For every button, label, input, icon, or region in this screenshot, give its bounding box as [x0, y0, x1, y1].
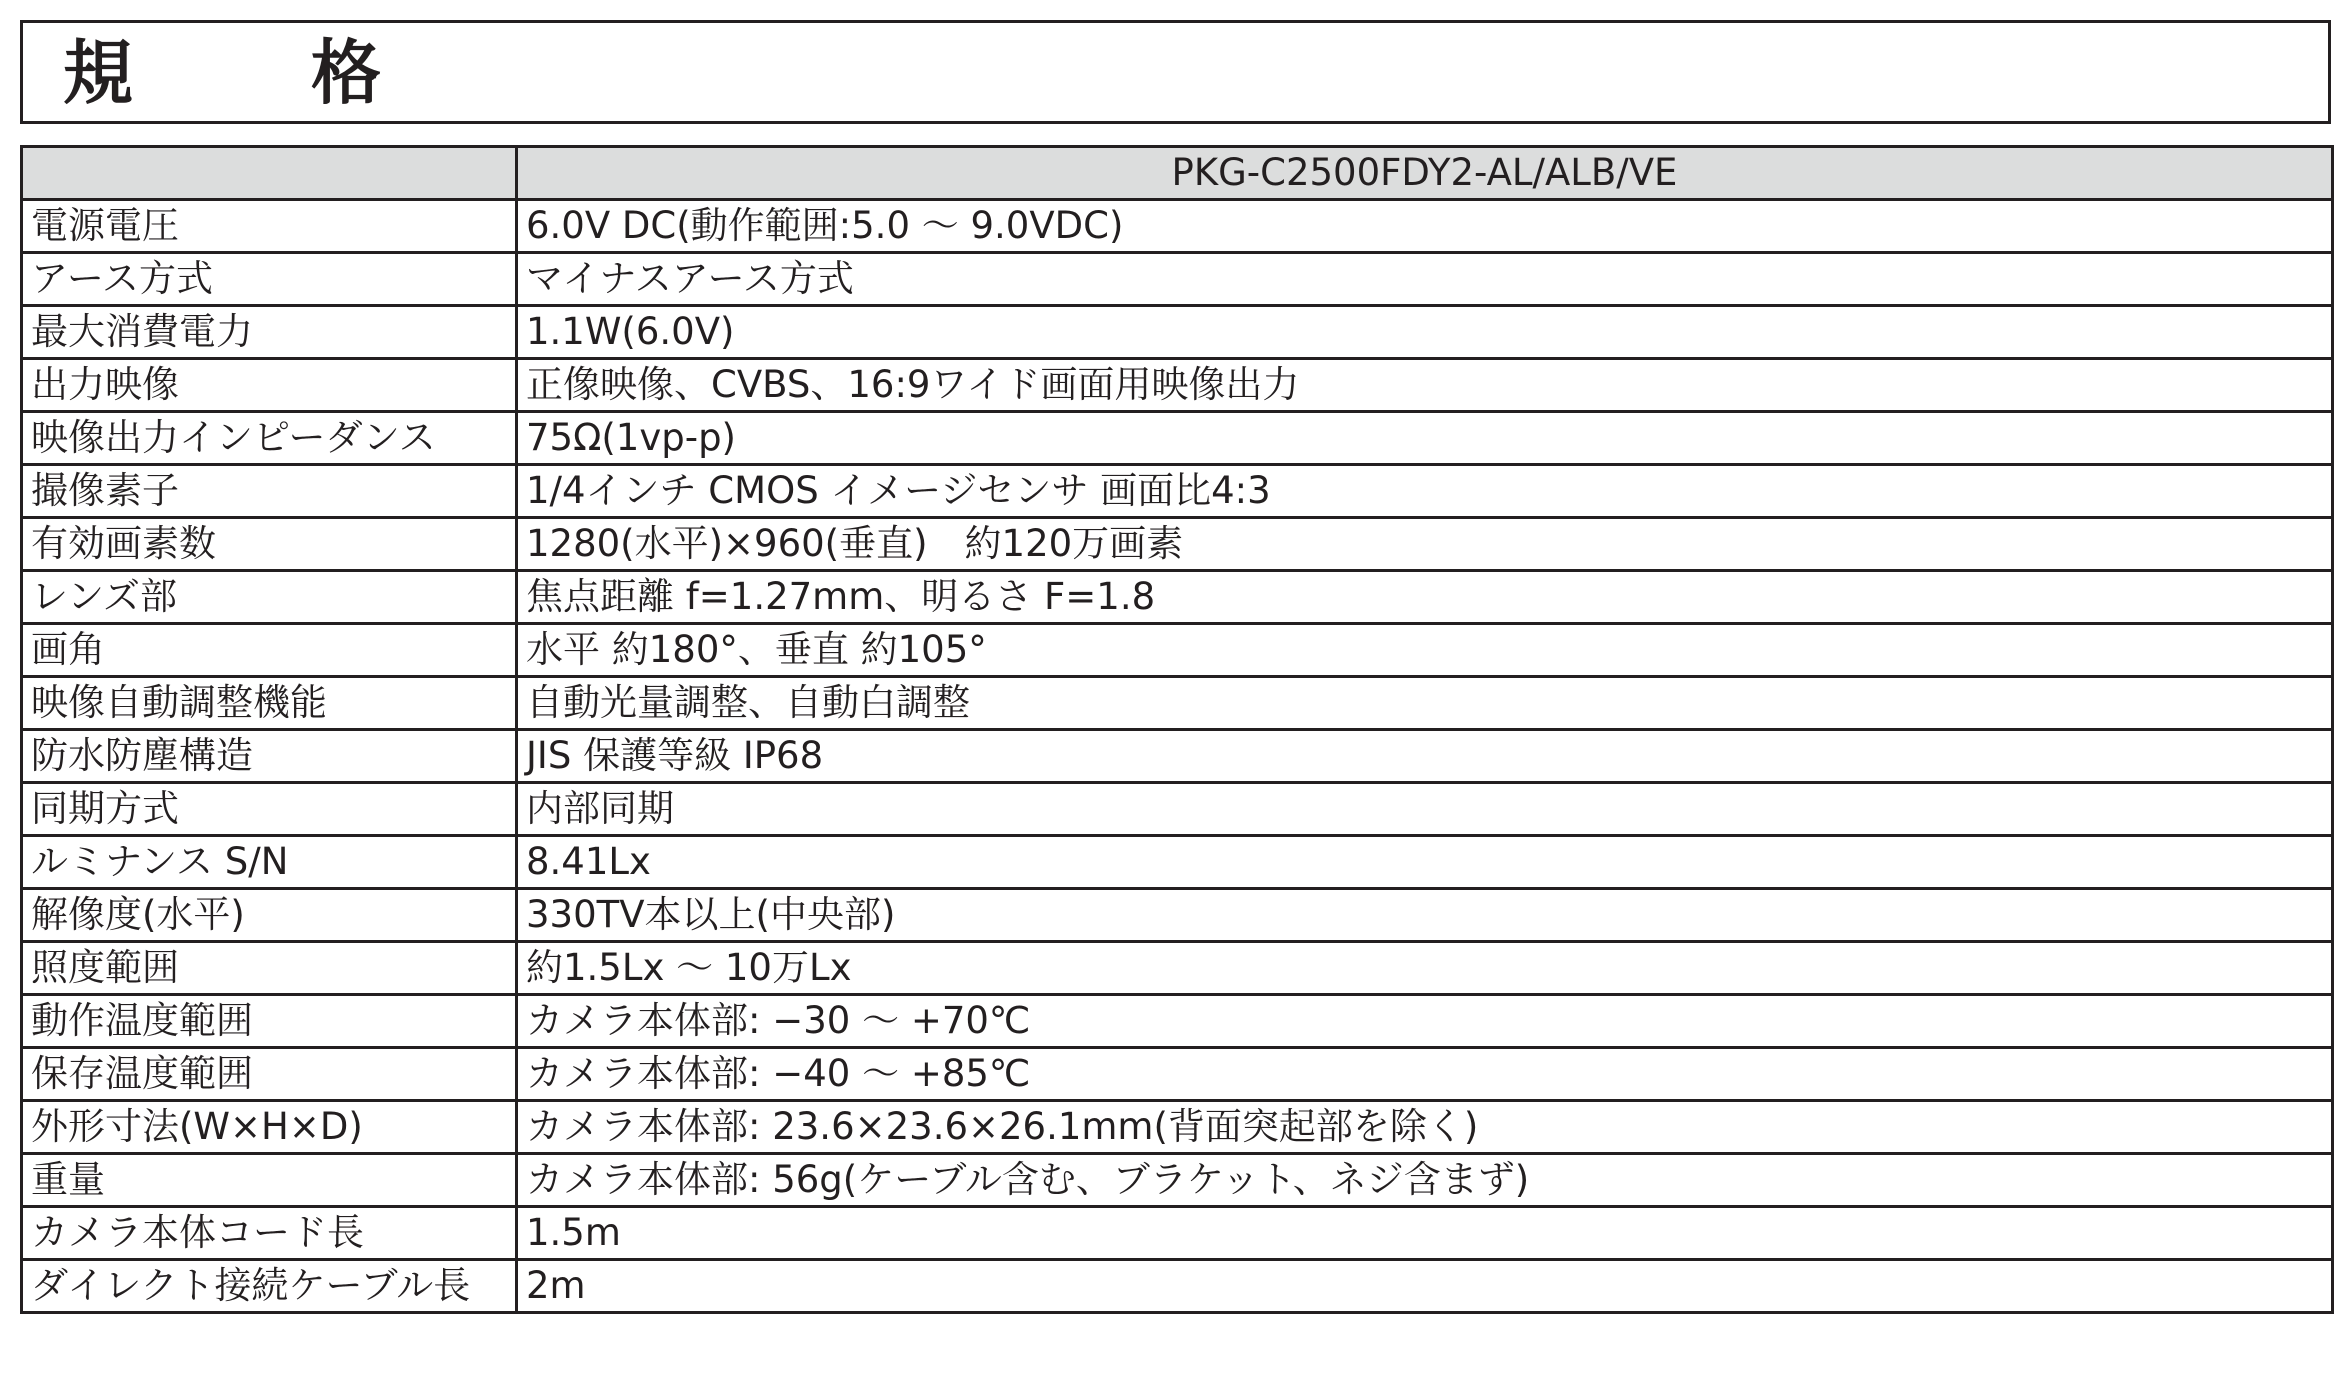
spec-label: 撮像素子: [22, 465, 517, 518]
spec-label: 重量: [22, 1154, 517, 1207]
spec-label: 保存温度範囲: [22, 1048, 517, 1101]
table-row: [22, 359, 2333, 412]
spec-value: 1.1W(6.0V): [517, 306, 2333, 359]
spec-value: JIS 保護等級 IP68: [517, 730, 2333, 783]
spec-value: カメラ本体部: −30 〜 +70℃: [517, 995, 2333, 1048]
spec-value: カメラ本体部: 56g(ケーブル含む、ブラケット、ネジ含まず): [517, 1154, 2333, 1207]
table-row: [22, 1260, 2333, 1313]
table-row: [22, 783, 2333, 836]
spec-label: 照度範囲: [22, 942, 517, 995]
spec-value: 1.5m: [517, 1207, 2333, 1260]
table-row: [22, 306, 2333, 359]
spec-value: 約1.5Lx 〜 10万Lx: [517, 942, 2333, 995]
spec-label: アース方式: [22, 253, 517, 306]
spec-value: 焦点距離 f=1.27mm、明るさ F=1.8: [517, 571, 2333, 624]
spec-value: マイナスアース方式: [517, 253, 2333, 306]
spec-label: 映像出力インピーダンス: [22, 412, 517, 465]
spec-label: 動作温度範囲: [22, 995, 517, 1048]
spec-label: 最大消費電力: [22, 306, 517, 359]
spec-table: [20, 145, 2334, 1314]
spec-value: 330TV本以上(中央部): [517, 889, 2333, 942]
spec-label: 解像度(水平): [22, 889, 517, 942]
table-row: [22, 942, 2333, 995]
table-row: [22, 518, 2333, 571]
table-row: [22, 1048, 2333, 1101]
spec-value: 2m: [517, 1260, 2333, 1313]
table-row: [22, 995, 2333, 1048]
spec-label: 有効画素数: [22, 518, 517, 571]
spec-label: ルミナンス S/N: [22, 836, 517, 889]
table-row: [22, 465, 2333, 518]
table-row: [22, 1207, 2333, 1260]
table-row: [22, 1154, 2333, 1207]
model-name: PKG-C2500FDY2-AL/ALB/VE: [517, 147, 2333, 200]
table-row: [22, 412, 2333, 465]
table-row: [22, 200, 2333, 253]
section-title: 規 格: [63, 32, 435, 114]
spec-value: 1/4インチ CMOS イメージセンサ 画面比4:3: [517, 465, 2333, 518]
spec-value: カメラ本体部: 23.6×23.6×26.1mm(背面突起部を除く): [517, 1101, 2333, 1154]
table-row: [22, 571, 2333, 624]
spec-label: レンズ部: [22, 571, 517, 624]
spec-value: 内部同期: [517, 783, 2333, 836]
spec-label: 電源電圧: [22, 200, 517, 253]
header-label-cell: [22, 147, 517, 200]
section-title-box: [20, 20, 2331, 124]
table-header-row: [22, 147, 2333, 200]
spec-value: 正像映像、CVBS、16:9ワイド画面用映像出力: [517, 359, 2333, 412]
table-row: [22, 677, 2333, 730]
table-row: [22, 836, 2333, 889]
spec-value: 水平 約180°、垂直 約105°: [517, 624, 2333, 677]
spec-label: ダイレクト接続ケーブル長: [22, 1260, 517, 1313]
spec-label: 出力映像: [22, 359, 517, 412]
spec-label: 防水防塵構造: [22, 730, 517, 783]
table-row: [22, 889, 2333, 942]
spec-value: 75Ω(1vp-p): [517, 412, 2333, 465]
table-row: [22, 1101, 2333, 1154]
spec-label: 外形寸法(W×H×D): [22, 1101, 517, 1154]
table-row: [22, 253, 2333, 306]
spec-value: 8.41Lx: [517, 836, 2333, 889]
spec-value: 自動光量調整、自動白調整: [517, 677, 2333, 730]
table-row: [22, 730, 2333, 783]
spec-label: 同期方式: [22, 783, 517, 836]
spec-label: カメラ本体コード長: [22, 1207, 517, 1260]
spec-label: 映像自動調整機能: [22, 677, 517, 730]
spec-value: 1280(水平)×960(垂直) 約120万画素: [517, 518, 2333, 571]
spec-value: カメラ本体部: −40 〜 +85℃: [517, 1048, 2333, 1101]
table-row: [22, 624, 2333, 677]
spec-value: 6.0V DC(動作範囲:5.0 〜 9.0VDC): [517, 200, 2333, 253]
spec-label: 画角: [22, 624, 517, 677]
